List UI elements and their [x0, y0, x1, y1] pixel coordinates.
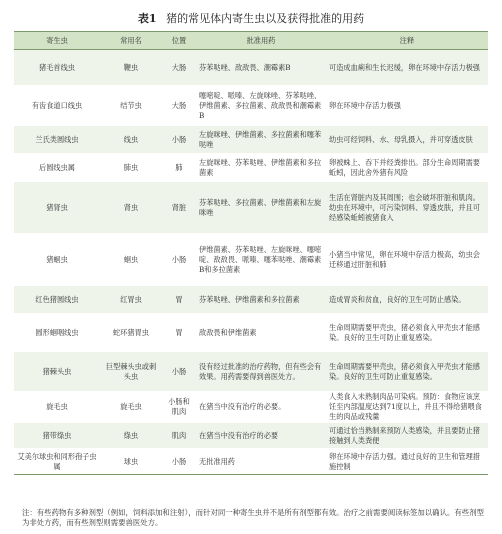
table-row: [14, 392, 488, 423]
table-row: [14, 286, 488, 314]
table-row: [14, 423, 488, 449]
cell-parasite: 猪带绦虫: [14, 423, 100, 449]
cell-common-name: 绦虫: [100, 423, 162, 449]
table-row: [14, 50, 488, 86]
cell-common-name: 红胃虫: [100, 286, 162, 314]
cell-note: 可造成血痢和生长迟缓，卵在环境中存活力极强: [326, 50, 488, 86]
cell-location: 胃: [162, 314, 196, 352]
cell-parasite: 猪毛首线虫: [14, 50, 100, 86]
cell-drugs: 无批准用药: [196, 449, 326, 475]
cell-parasite: 旋毛虫: [14, 392, 100, 423]
cell-location: 肺: [162, 154, 196, 182]
header-common-name: 常用名: [100, 32, 162, 50]
cell-note: 生命周期需要甲壳虫，猪必须食入甲壳虫才能感染。良好的卫生可防止重复感染。: [326, 352, 488, 392]
table-header-row: [14, 32, 488, 50]
parasite-table: [14, 31, 488, 475]
cell-drugs: 敌敌畏和伊维菌素: [196, 314, 326, 352]
table-row: [14, 154, 488, 182]
cell-location: 小肠: [162, 126, 196, 154]
table-row: [14, 182, 488, 234]
table-row: [14, 126, 488, 154]
cell-note: 卵在环境中存活力强。通过良好的卫生和管理措施控制: [326, 449, 488, 475]
cell-common-name: 蛇环猪胃虫: [100, 314, 162, 352]
cell-drugs: 没有经过批准的治疗药物，但有些会有效果。用药需要得到兽医处方。: [196, 352, 326, 392]
table-row: [14, 449, 488, 475]
cell-common-name: 鞭虫: [100, 50, 162, 86]
cell-drugs: 芬苯哒唑、多拉菌素、伊维菌素和左旋咪唑: [196, 182, 326, 234]
cell-drugs: 芬苯哒唑、伊维菌素和多拉菌素: [196, 286, 326, 314]
cell-location: 小肠: [162, 234, 196, 286]
header-notes: 注释: [326, 32, 488, 50]
table-row: [14, 86, 488, 126]
cell-drugs: 芬苯哒唑、敌敌畏、潮霉素B: [196, 50, 326, 86]
cell-common-name: 线虫: [100, 126, 162, 154]
cell-parasite: 猪蛔虫: [14, 234, 100, 286]
header-location: 位置: [162, 32, 196, 50]
cell-drugs: 在猪当中没有治疗的必要: [196, 423, 326, 449]
table-caption: [0, 10, 502, 26]
cell-location: 小肠和肌肉: [162, 392, 196, 423]
table-row: [14, 314, 488, 352]
cell-parasite: 兰氏类圆线虫: [14, 126, 100, 154]
header-drugs: 批准用药: [196, 32, 326, 50]
cell-parasite: 红色猪圆线虫: [14, 286, 100, 314]
cell-note: 生活在肾脏内及其周围；也会破坏肝脏和肌肉。幼虫在环境中，可污染饲料、穿透皮肤，并且可经感染蚯蚓被猪食入: [326, 182, 488, 234]
cell-common-name: 球虫: [100, 449, 162, 475]
cell-note: 造成胃炎和贫血，良好的卫生可防止感染。: [326, 286, 488, 314]
cell-drugs: 左旋咪唑、芬苯哒唑、伊维菌素和多拉菌素: [196, 154, 326, 182]
cell-note: 卵在环境中存活力极强: [326, 86, 488, 126]
table-row: [14, 234, 488, 286]
table-footnote: 注：有些药物有多种剂型（例如，饲料添加和注射），而针对同一种寄生虫并不是所有剂型都有效。治疗之前需要阅读标签加以确认。有些剂型为非处方药，而有些剂型则需要兽医处方。: [22, 508, 484, 527]
cell-note: 人类食入未熟制肉品可染病。预防：食物应该烹饪至内部温度达到71度以上，并且不得给猪喂食生的肉品或残羹: [326, 392, 488, 423]
cell-note: 可通过恰当熟制来预防人类感染，并且要防止猪接触到人类粪便: [326, 423, 488, 449]
cell-parasite: 猪棘头虫: [14, 352, 100, 392]
cell-common-name: 结节虫: [100, 86, 162, 126]
cell-note: 生命周期需要甲壳虫，猪必须食入甲壳虫才能感染。良好的卫生可防止重复感染。: [326, 314, 488, 352]
cell-note: 幼虫可经饲料、水、母乳摄入，并可穿透皮肤: [326, 126, 488, 154]
cell-drugs: 伊维菌素、芬苯哒唑、左旋咪唑、噻嘧啶、敌敌畏、哌嗪、噻苯哒唑、潮霉素B和多拉菌素: [196, 234, 326, 286]
cell-drugs: 在猪当中没有治疗的必要。: [196, 392, 326, 423]
cell-common-name: 旋毛虫: [100, 392, 162, 423]
cell-location: 大肠: [162, 86, 196, 126]
cell-drugs: 左旋咪唑、伊维菌素、多拉菌素和噻苯哒唑: [196, 126, 326, 154]
cell-note: 卵被蛛上、吞下并经粪排出。部分生命周期需要蚯蚓，因此舍外猪有风险: [326, 154, 488, 182]
cell-parasite: 猪肾虫: [14, 182, 100, 234]
header-parasite: 寄生虫: [14, 32, 100, 50]
cell-location: 肌肉: [162, 423, 196, 449]
cell-drugs: 噻嘧啶、哌嗪、左旋咪唑、芬苯哒唑、伊维菌素、多拉菌素、敌敌畏和潮霉素B: [196, 86, 326, 126]
cell-location: 胃: [162, 286, 196, 314]
cell-parasite: 有齿食道口线虫: [14, 86, 100, 126]
cell-location: 小肠: [162, 352, 196, 392]
cell-common-name: 肾虫: [100, 182, 162, 234]
cell-common-name: 蛔虫: [100, 234, 162, 286]
cell-location: 小肠: [162, 449, 196, 475]
table-row: [14, 352, 488, 392]
cell-parasite: 后圆线虫属: [14, 154, 100, 182]
cell-location: 大肠: [162, 50, 196, 86]
cell-common-name: 巨型棘头虫或刺头虫: [100, 352, 162, 392]
cell-note: 小猪当中常见，卵在环境中存活力极高，幼虫会迁移通过肝脏和肺: [326, 234, 488, 286]
cell-parasite: 圆形蛔咽线虫: [14, 314, 100, 352]
table-title: 猪的常见体内寄生虫以及获得批准的用药: [166, 12, 365, 25]
cell-location: 肾脏: [162, 182, 196, 234]
cell-parasite: 艾美尔球虫和同形孢子虫属: [14, 449, 100, 475]
table-number: 表1: [137, 12, 157, 25]
cell-common-name: 肺虫: [100, 154, 162, 182]
